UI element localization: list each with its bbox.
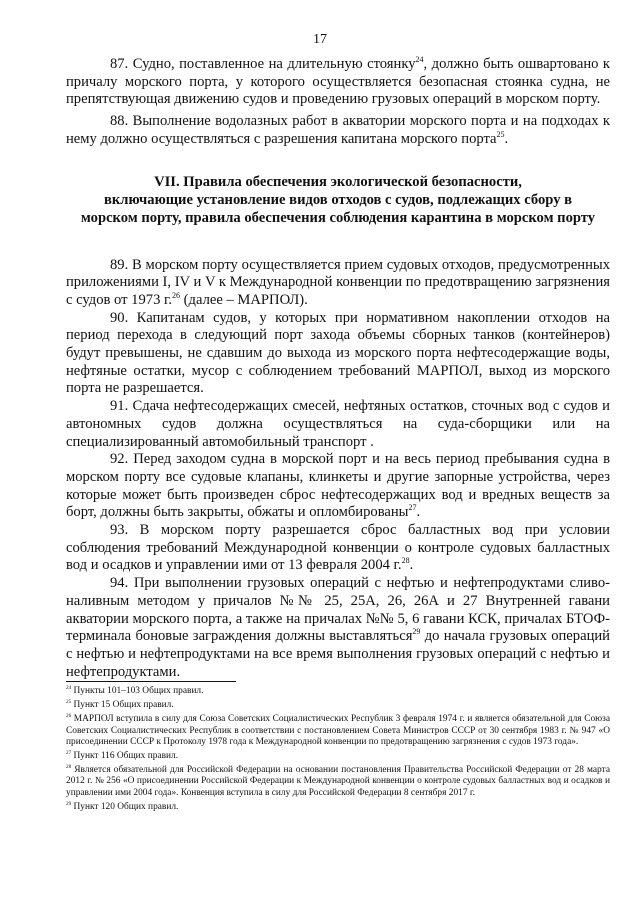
section-heading-line-2: включающие установление видов отходов с судов, подлежащих сбору в [103, 191, 573, 208]
paragraph-92: 92. Перед заходом судна в морской порт и на весь период пребывания судна в морском порту все судовые клапаны, клинкеты и другие запорные устройства, через которые может быть произведен сброс нефтесодержащих вод и вредных веществ за борт, должны быть закрыты, обжаты и опломбированы$^{27}$. [66, 451, 610, 521]
section-heading-line-1: VII. Правила обеспечения экологической безопасности, [154, 173, 522, 190]
footnote-29: $^{29}$ Пункт 120 Общих правил. [66, 800, 179, 812]
paragraph-87: 87. Судно, поставленное на длительную стоянку$^{24}$, должно быть ошвартовано к причалу морского порта, у которого осуществляется безопасная стоянка судна, не препятствующая движению судов и проведению грузовых операций в морском порту. [66, 55, 610, 108]
footnote-ref-29[interactable]: 29 [412, 627, 421, 637]
footnote-ref-24[interactable]: 24 [415, 55, 424, 65]
footnote-ref-26[interactable]: 26 [172, 291, 181, 301]
footnote-28: $^{28}$ Является обязательной для Российской Федерации на основании постановления Правительства Российской Федерации от 28 марта 2012 г. № 256 «О присоединении Российской Федерации к Международной конвенции о контроле судовых балластных вод и осадков и управлении ими 2004 года». Конвенция вступила в силу для Российской Федерации 8 сентября 2017 г. [66, 764, 610, 798]
paragraph-91: 91. Сдача нефтесодержащих смесей, нефтяных остатков, сточных вод с судов и автономных судов должна осуществляться на суда-сборщики или на специализированный автомобильный транспорт . [66, 398, 610, 450]
document-body [66, 56, 610, 681]
page-number: 17 [313, 32, 327, 47]
footnote-ref-28[interactable]: 28 [401, 556, 410, 566]
section-heading [66, 173, 610, 227]
footnote-ref-27[interactable]: 27 [408, 503, 417, 513]
footnotes [66, 686, 610, 816]
paragraph-90: 90. Капитанам судов, у которых при нормативном накоплении отходов на период перехода в следующий порт захода объемы сборных танков (контейнеров) будут превышены, не сдавшим до выхода из морского порта нефтесодержащие воды, нефтяные остатки, мусор с соблюдением требований МАРПОЛ, выход из морского порта не разрешается. [66, 309, 610, 397]
paragraph-88: 88. Выполнение водолазных работ в акватории морского порта и на подходах к нему должно осуществляться с разрешения капитана морского порта$^{25}$. [66, 113, 610, 147]
footnote-24: $^{24}$ Пункты 101–103 Общих правил. [66, 684, 204, 696]
paragraph-94: 94. При выполнении грузовых операций с нефтью и нефтепродуктами сливо-наливным методом у причалов №№ 25, 25А, 26, 26А и 27 Внутренней гавани акватории морского порта, а также на причалах №№ 5, 6 гавани КСК, причалах БТОФ-терминала боновые заграждения должны выставляться$^{29}$ до начала грузовых операций с нефтью и нефтепродуктами на все время выполнения грузовых операций с нефтью и нефтепродуктами. [66, 575, 610, 680]
footnote-25: $^{25}$ Пункт 15 Общих правил. [66, 699, 174, 711]
section-heading-line-3: морском порту, правила обеспечения соблюдения карантина в морском порту [80, 209, 596, 226]
paragraph-89: 89. В морском порту осуществляется прием судовых отходов, предусмотренных приложениями I, IV и V к Международной конвенции по предотвращению загрязнения с судов от 1973 г.$^{26}$ (далее – МАРПОЛ). [66, 256, 610, 308]
footnote-26: $^{26}$ МАРПОЛ вступила в силу для Союза Советских Социалистических Республик 3 февраля 1974 г. и является обязательной для Союза Советских Социалистических Республик в соответствии с постановлением Совета Министров СССР от 30 сентября 1983 г. № 947 «О присоединении СССР к Протоколу 1978 года к Международной конвенции по предотвращению загрязнения с судов 1973 года». [66, 713, 610, 747]
footnote-ref-25[interactable]: 25 [496, 129, 505, 139]
paragraph-93: 93. В морском порту разрешается сброс балластных вод при условии соблюдения требований Международной конвенции о контроле судовых балластных вод и осадков и управлении ими от 13 февраля 2004 г.$^{28}$. [66, 522, 610, 574]
footnote-27: $^{27}$ Пункт 116 Общих правил. [66, 749, 179, 762]
footnote-divider [66, 681, 236, 682]
